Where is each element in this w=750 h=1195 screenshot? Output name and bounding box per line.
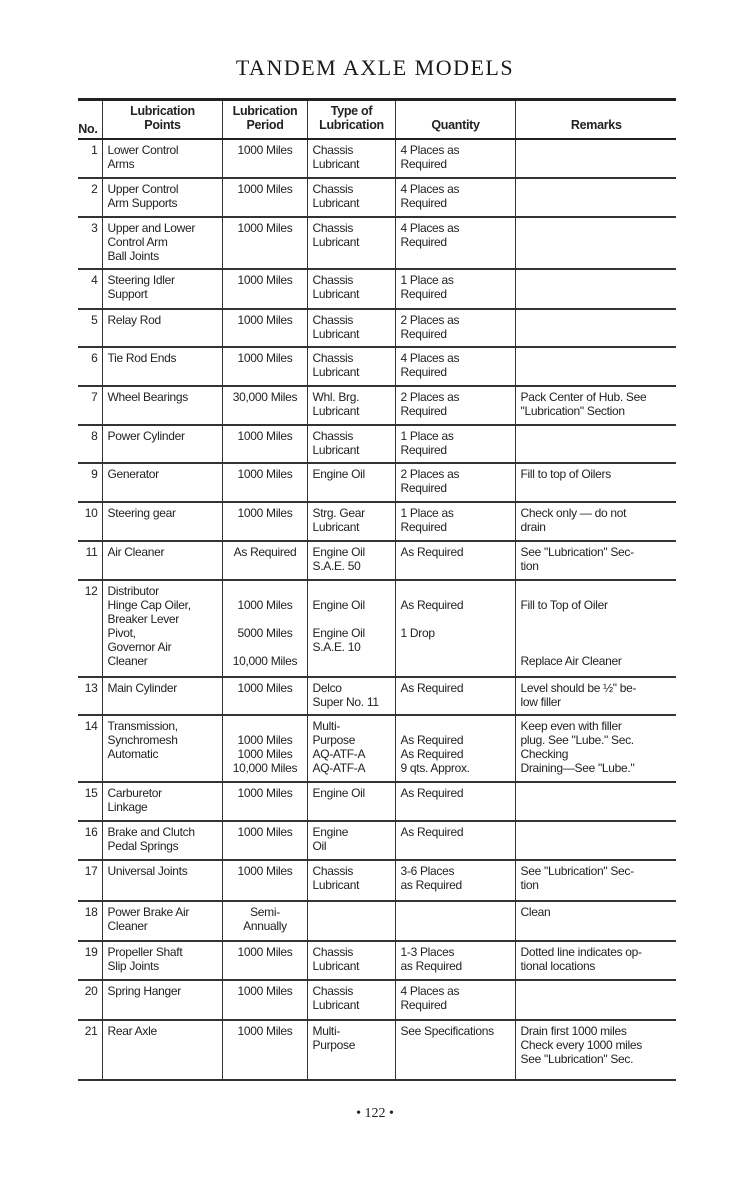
- cell-no: 12: [84, 584, 98, 598]
- cell-type: Chassis Lubricant: [307, 309, 395, 347]
- cell-points: Power Brake Air Cleaner: [102, 901, 222, 941]
- cell-remarks: [515, 425, 676, 463]
- cell-no: 10: [84, 506, 98, 520]
- cell-period: 1000 Miles: [222, 677, 307, 715]
- table-row: [78, 139, 676, 178]
- cell-remarks: [515, 217, 676, 269]
- cell-period: Semi- Annually: [222, 901, 307, 941]
- cell-no: 7: [91, 390, 98, 404]
- cell-period: 1000 Miles: [222, 217, 307, 269]
- cell-quantity: 1-3 Places as Required: [395, 941, 515, 980]
- cell-points: Generator: [102, 463, 222, 502]
- cell-quantity: As Required: [395, 541, 515, 580]
- cell-remarks: Clean: [515, 901, 676, 941]
- table-row: [78, 269, 676, 309]
- cell-quantity: 4 Places as Required: [395, 217, 515, 269]
- cell-no: 2: [91, 182, 98, 196]
- cell-no: 15: [84, 786, 98, 800]
- table-row: [78, 386, 676, 425]
- table-row: [78, 178, 676, 217]
- cell-no: 20: [84, 984, 98, 998]
- cell-remarks: [515, 980, 676, 1020]
- cell-quantity: 4 Places as Required: [395, 178, 515, 217]
- cell-no: 19: [84, 945, 98, 959]
- cell-points: Rear Axle: [102, 1020, 222, 1080]
- cell-remarks: Fill to top of Oilers: [515, 463, 676, 502]
- cell-points: Universal Joints: [102, 860, 222, 901]
- cell-no: 5: [91, 313, 98, 327]
- cell-remarks: See "Lubrication" Sec- tion: [515, 860, 676, 901]
- cell-no: 18: [84, 905, 98, 919]
- cell-remarks: See "Lubrication" Sec- tion: [515, 541, 676, 580]
- cell-points: Steering gear: [102, 502, 222, 541]
- header-points: Lubrication Points: [102, 100, 222, 140]
- table-row: [78, 217, 676, 269]
- cell-period: 1000 Miles: [222, 309, 307, 347]
- cell-points: Steering Idler Support: [102, 269, 222, 309]
- cell-type: Delco Super No. 11: [307, 677, 395, 715]
- cell-type: Strg. Gear Lubricant: [307, 502, 395, 541]
- header-quantity: Quantity: [395, 100, 515, 140]
- cell-remarks: [515, 347, 676, 386]
- cell-type: Multi- Purpose: [307, 1020, 395, 1080]
- cell-remarks: [515, 309, 676, 347]
- table-row: [78, 782, 676, 821]
- table-row: [78, 715, 676, 782]
- cell-points: Power Cylinder: [102, 425, 222, 463]
- header-no: No.: [78, 100, 102, 140]
- cell-period: 1000 Miles: [222, 139, 307, 178]
- cell-points: Carburetor Linkage: [102, 782, 222, 821]
- cell-quantity: 4 Places as Required: [395, 139, 515, 178]
- cell-type: Chassis Lubricant: [307, 941, 395, 980]
- cell-quantity: 3-6 Places as Required: [395, 860, 515, 901]
- cell-remarks: [515, 269, 676, 309]
- cell-period: 1000 Miles: [222, 502, 307, 541]
- table-row: [78, 860, 676, 901]
- cell-remarks: Dotted line indicates op- tional locations: [515, 941, 676, 980]
- cell-quantity: 1 Place as Required: [395, 425, 515, 463]
- cell-type: Chassis Lubricant: [307, 269, 395, 309]
- cell-period: 1000 Miles: [222, 860, 307, 901]
- cell-remarks: [515, 178, 676, 217]
- cell-remarks: Level should be ½" be- low filler: [515, 677, 676, 715]
- cell-points: Air Cleaner: [102, 541, 222, 580]
- cell-type: Chassis Lubricant: [307, 139, 395, 178]
- cell-remarks: Keep even with filler plug. See "Lube." Sec. Checking Draining—See "Lube.": [515, 715, 676, 782]
- cell-period: 1000 Miles: [222, 1020, 307, 1080]
- cell-quantity: 2 Places as Required: [395, 386, 515, 425]
- header-row: [78, 100, 676, 140]
- cell-no: 16: [84, 825, 98, 839]
- cell-type: Engine Oil: [307, 821, 395, 860]
- cell-no: 8: [91, 429, 98, 443]
- cell-quantity: 1 Place as Required: [395, 269, 515, 309]
- cell-no: 17: [84, 864, 98, 878]
- cell-no: 6: [91, 351, 98, 365]
- cell-no: 21: [84, 1024, 98, 1038]
- cell-period: 1000 Miles: [222, 782, 307, 821]
- table-row: [78, 541, 676, 580]
- cell-type: Chassis Lubricant: [307, 347, 395, 386]
- cell-no: 9: [91, 467, 98, 481]
- cell-no: 1: [91, 143, 98, 157]
- cell-period: 1000 Miles: [222, 347, 307, 386]
- cell-period: 30,000 Miles: [222, 386, 307, 425]
- table-row: [78, 347, 676, 386]
- cell-no: 14: [84, 719, 98, 733]
- cell-points: Transmission, Synchromesh Automatic: [102, 715, 222, 782]
- table-row: [78, 941, 676, 980]
- cell-points: Wheel Bearings: [102, 386, 222, 425]
- cell-type: Multi- Purpose AQ-ATF-A AQ-ATF-A: [307, 715, 395, 782]
- cell-type: Chassis Lubricant: [307, 217, 395, 269]
- cell-no: 4: [91, 273, 98, 287]
- cell-type: Engine Oil: [307, 782, 395, 821]
- cell-type: Engine Oil: [307, 463, 395, 502]
- cell-quantity: [395, 901, 515, 941]
- cell-quantity: 1 Place as Required: [395, 502, 515, 541]
- table-row: [78, 309, 676, 347]
- cell-remarks: [515, 139, 676, 178]
- cell-type: Chassis Lubricant: [307, 178, 395, 217]
- cell-period: 1000 Miles: [222, 821, 307, 860]
- table-row: [78, 502, 676, 541]
- cell-type: Engine Oil S.A.E. 50: [307, 541, 395, 580]
- table-row: [78, 1020, 676, 1080]
- header-type: Type of Lubrication: [307, 100, 395, 140]
- cell-quantity: As Required: [395, 821, 515, 860]
- table-row: [78, 580, 676, 677]
- cell-points: Tie Rod Ends: [102, 347, 222, 386]
- cell-remarks: [515, 782, 676, 821]
- cell-period: 1000 Miles: [222, 178, 307, 217]
- cell-quantity: As Required 1 Drop: [395, 580, 515, 677]
- cell-period: 1000 Miles 1000 Miles 10,000 Miles: [222, 715, 307, 782]
- cell-quantity: As Required: [395, 677, 515, 715]
- cell-type: Chassis Lubricant: [307, 980, 395, 1020]
- cell-period: 1000 Miles: [222, 463, 307, 502]
- table-row: [78, 901, 676, 941]
- cell-no: 3: [91, 221, 98, 235]
- table-row: [78, 821, 676, 860]
- table-row: [78, 463, 676, 502]
- cell-points: Spring Hanger: [102, 980, 222, 1020]
- cell-period: 1000 Miles: [222, 425, 307, 463]
- cell-remarks: Drain first 1000 miles Check every 1000 miles See "Lubrication" Sec.: [515, 1020, 676, 1080]
- header-period: Lubrication Period: [222, 100, 307, 140]
- table-row: [78, 677, 676, 715]
- cell-period: 1000 Miles: [222, 269, 307, 309]
- cell-period: 1000 Miles: [222, 980, 307, 1020]
- cell-points: Distributor Hinge Cap Oiler, Breaker Lever Pivot, Governor Air Cleaner: [102, 580, 222, 677]
- cell-points: Upper Control Arm Supports: [102, 178, 222, 217]
- cell-type: [307, 901, 395, 941]
- table-row: [78, 425, 676, 463]
- cell-type: Engine Oil Engine Oil S.A.E. 10: [307, 580, 395, 677]
- cell-points: Relay Rod: [102, 309, 222, 347]
- cell-type: Whl. Brg. Lubricant: [307, 386, 395, 425]
- cell-quantity: 2 Places as Required: [395, 309, 515, 347]
- cell-no: 13: [84, 681, 98, 695]
- cell-period: As Required: [222, 541, 307, 580]
- cell-points: Main Cylinder: [102, 677, 222, 715]
- cell-quantity: As Required: [395, 782, 515, 821]
- cell-quantity: 4 Places as Required: [395, 347, 515, 386]
- cell-remarks: [515, 821, 676, 860]
- cell-period: 1000 Miles 5000 Miles 10,000 Miles: [222, 580, 307, 677]
- cell-quantity: 4 Places as Required: [395, 980, 515, 1020]
- page-number: • 122 •: [356, 1106, 394, 1121]
- cell-points: Lower Control Arms: [102, 139, 222, 178]
- cell-remarks: Pack Center of Hub. See "Lubrication" Section: [515, 386, 676, 425]
- cell-remarks: Fill to Top of Oiler Replace Air Cleaner: [515, 580, 676, 677]
- cell-quantity: See Specifications: [395, 1020, 515, 1080]
- lubrication-table: [78, 98, 676, 1081]
- cell-remarks: Check only — do not drain: [515, 502, 676, 541]
- cell-type: Chassis Lubricant: [307, 425, 395, 463]
- cell-points: Brake and Clutch Pedal Springs: [102, 821, 222, 860]
- cell-type: Chassis Lubricant: [307, 860, 395, 901]
- cell-quantity: As Required As Required 9 qts. Approx.: [395, 715, 515, 782]
- header-remarks: Remarks: [515, 100, 676, 140]
- cell-points: Upper and Lower Control Arm Ball Joints: [102, 217, 222, 269]
- cell-period: 1000 Miles: [222, 941, 307, 980]
- cell-points: Propeller Shaft Slip Joints: [102, 941, 222, 980]
- page-title: TANDEM AXLE MODELS: [235, 55, 515, 80]
- cell-quantity: 2 Places as Required: [395, 463, 515, 502]
- table-row: [78, 980, 676, 1020]
- cell-no: 11: [85, 545, 98, 559]
